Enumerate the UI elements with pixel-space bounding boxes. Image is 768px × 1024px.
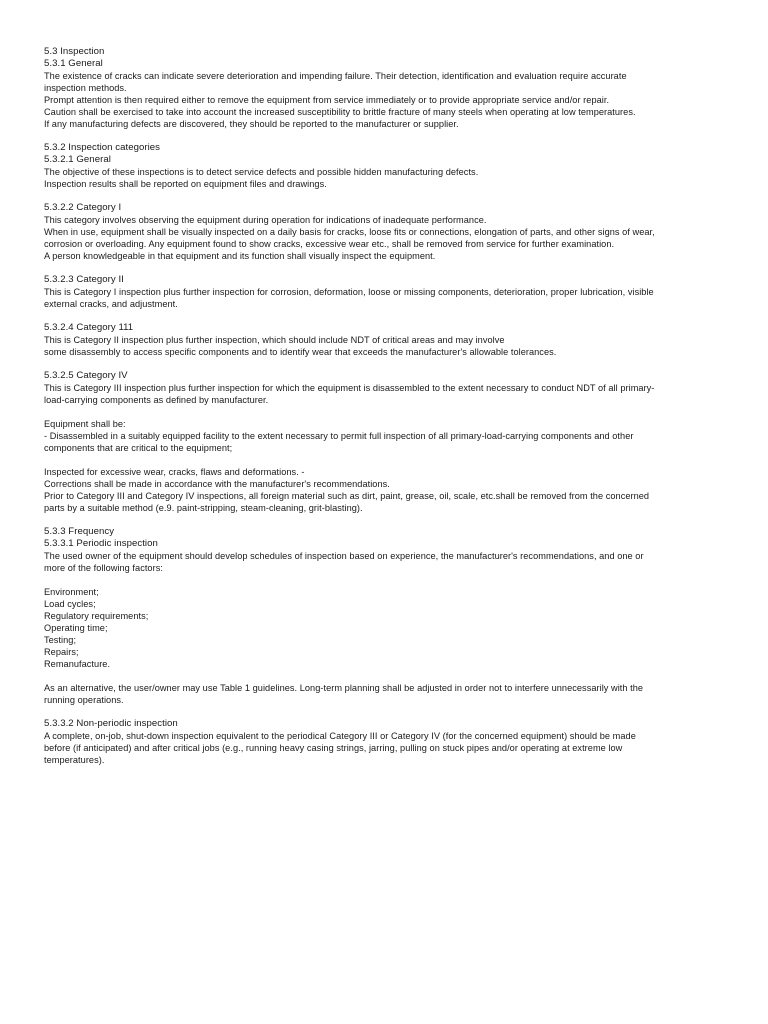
section-heading: 5.3.2 Inspection categories xyxy=(44,142,161,153)
paragraph-line: some disassembly to access specific components and to identify wear that exceeds the manufacturer's allowable tolerances. xyxy=(44,347,557,357)
document-section xyxy=(44,46,728,130)
paragraph-line: A person knowledgeable in that equipment and its function shall visually inspect the equipment. xyxy=(44,251,436,261)
section-heading: 5.3.2.1 General xyxy=(44,154,111,165)
paragraph-line: Corrections shall be made in accordance with the manufacturer's recommendations. xyxy=(44,479,390,489)
section-heading: 5.3 Inspection xyxy=(44,46,105,57)
paragraph-line: This is Category III inspection plus further inspection for which the equipment is disassembled to the extent necessary to conduct NDT of all primary- xyxy=(44,383,655,393)
paragraph-line: before (if anticipated) and after critical jobs (e.g., running heavy casing strings, jarring, pulling on stuck pipes and/or operating at extreme low xyxy=(44,743,623,753)
paragraph-line: Environment; xyxy=(44,587,99,597)
document-section xyxy=(44,274,728,310)
document-page xyxy=(44,46,728,778)
section-heading: 5.3.3 Frequency xyxy=(44,526,115,537)
section-heading: 5.3.1 General xyxy=(44,58,103,69)
paragraph-line: Prior to Category III and Category IV inspections, all foreign material such as dirt, paint, grease, oil, scale, etc.shall be removed from the concerned xyxy=(44,491,650,501)
document-section xyxy=(44,418,728,454)
paragraph-line: Repairs; xyxy=(44,647,79,657)
paragraph-line: more of the following factors: xyxy=(44,563,163,573)
document-section xyxy=(44,586,728,670)
paragraph-line: When in use, equipment shall be visually inspected on a daily basis for cracks, loose fits or connections, elongation of parts, and other signs of wear, xyxy=(44,227,655,237)
paragraph-line: This is Category II inspection plus further inspection, which should include NDT of critical areas and may involve xyxy=(44,335,505,345)
paragraph-line: external cracks, and adjustment. xyxy=(44,299,178,309)
paragraph-line: Prompt attention is then required either to remove the equipment from service immediately or to provide appropriate service and/or repair. xyxy=(44,95,610,105)
paragraph-line: parts by a suitable method (e.9. paint-stripping, steam-cleaning, grit-blasting). xyxy=(44,503,363,513)
document-section xyxy=(44,526,728,574)
document-section xyxy=(44,202,728,262)
paragraph-line: This category involves observing the equipment during operation for indications of inadequate performance. xyxy=(44,215,487,225)
section-heading: 5.3.3.1 Periodic inspection xyxy=(44,538,158,549)
paragraph-line: components that are critical to the equipment; xyxy=(44,443,233,453)
paragraph-line: A complete, on-job, shut-down inspection equivalent to the periodical Category III or Category IV (for the concerned equipment) should be made xyxy=(44,731,636,741)
paragraph-line: As an alternative, the user/owner may use Table 1 guidelines. Long-term planning shall be adjusted in order not to interfere unnecessarily with the xyxy=(44,683,644,693)
paragraph-line: Load cycles; xyxy=(44,599,96,609)
paragraph-line: - Disassembled in a suitably equipped facility to the extent necessary to permit full inspection of all primary-load-carrying components and other xyxy=(44,431,634,441)
section-heading: 5.3.2.5 Category IV xyxy=(44,370,128,381)
paragraph-line: Caution shall be exercised to take into account the increased susceptibility to brittle fracture of many steels when operating at low temperatures. xyxy=(44,107,636,117)
paragraph-line: Equipment shall be: xyxy=(44,419,126,429)
paragraph-line: Testing; xyxy=(44,635,77,645)
document-section xyxy=(44,466,728,514)
document-section xyxy=(44,142,728,190)
document-section xyxy=(44,718,728,766)
paragraph-line: This is Category I inspection plus further inspection for corrosion, deformation, loose or missing components, deterioration, proper lubrication, visible xyxy=(44,287,654,297)
paragraph-line: Remanufacture. xyxy=(44,659,111,669)
paragraph-line: The objective of these inspections is to detect service defects and possible hidden manufacturing defects. xyxy=(44,167,479,177)
paragraph-line: corrosion or overloading. Any equipment found to show cracks, excessive wear etc., shall be removed from service for further examination. xyxy=(44,239,615,249)
document-section xyxy=(44,370,728,406)
paragraph-line: If any manufacturing defects are discovered, they should be reported to the manufacturer or supplier. xyxy=(44,119,459,129)
section-heading: 5.3.2.3 Category II xyxy=(44,274,124,285)
paragraph-line: inspection methods. xyxy=(44,83,127,93)
paragraph-line: Inspection results shall be reported on equipment files and drawings. xyxy=(44,179,327,189)
section-heading: 5.3.2.2 Category I xyxy=(44,202,122,213)
paragraph-line: temperatures). xyxy=(44,755,105,765)
document-section xyxy=(44,682,728,706)
paragraph-line: Inspected for excessive wear, cracks, flaws and deformations. - xyxy=(44,467,305,477)
paragraph-line: Operating time; xyxy=(44,623,108,633)
paragraph-line: The used owner of the equipment should develop schedules of inspection based on experience, the manufacturer's recommendations, and one or xyxy=(44,551,644,561)
document-section xyxy=(44,322,728,358)
section-heading: 5.3.2.4 Category 111 xyxy=(44,322,134,333)
paragraph-line: The existence of cracks can indicate severe deterioration and impending failure. Their detection, identification and evaluation require accurate xyxy=(44,71,627,81)
paragraph-line: running operations. xyxy=(44,695,124,705)
paragraph-line: load-carrying components as defined by manufacturer. xyxy=(44,395,269,405)
paragraph-line: Regulatory requirements; xyxy=(44,611,149,621)
section-heading: 5.3.3.2 Non-periodic inspection xyxy=(44,718,178,729)
